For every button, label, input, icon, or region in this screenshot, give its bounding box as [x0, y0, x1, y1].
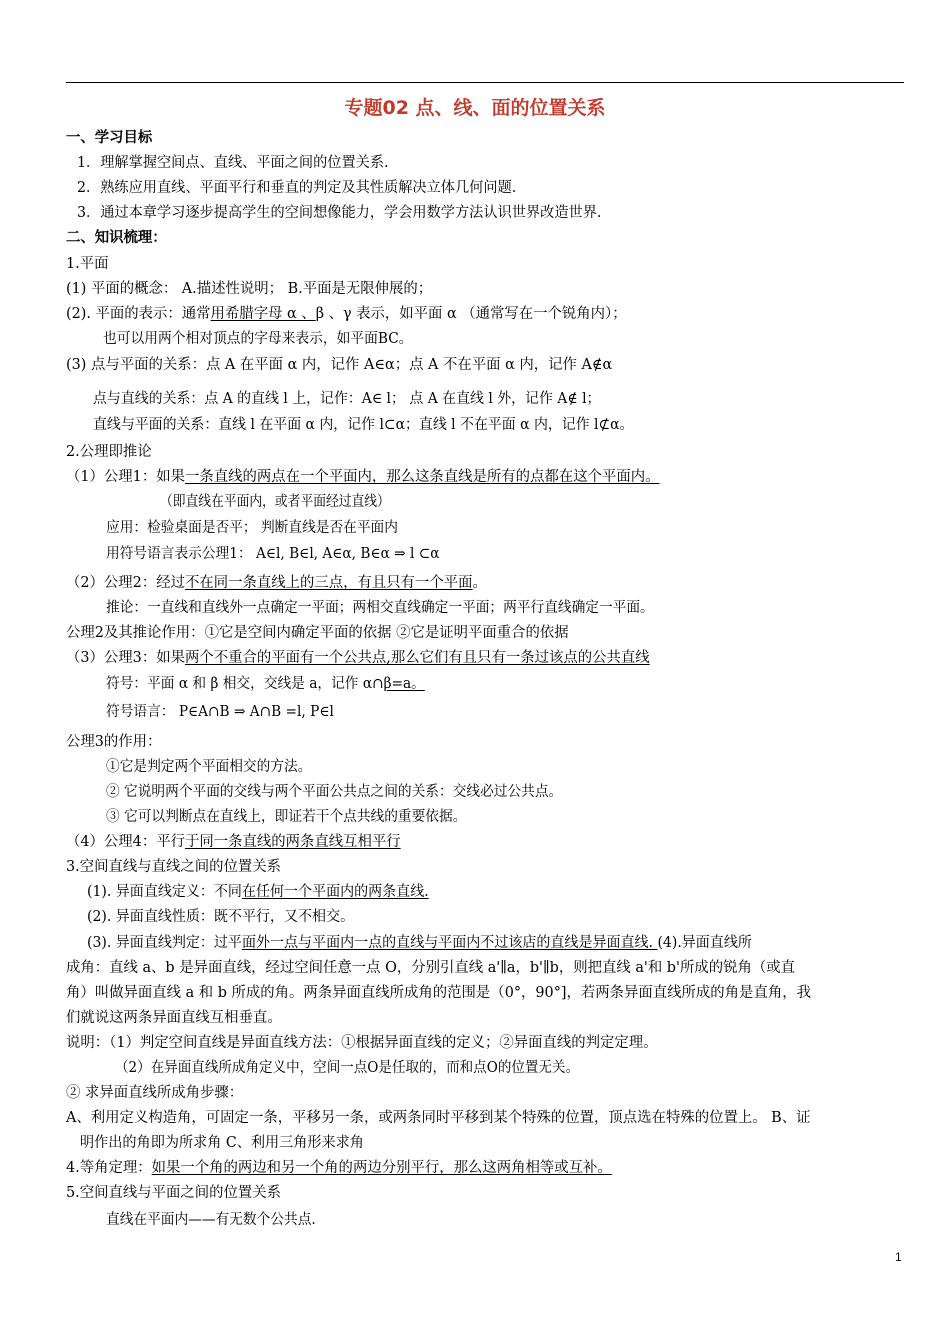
- header-rule: [66, 82, 904, 83]
- text-line: (3) 点与平面的关系：点 A 在平面 α 内，记作 A∈α；点 A 不在平面 α 内，记作 A∉α: [66, 357, 613, 373]
- text-line: 角）叫做异面直线 a 和 b 所成的角。两条异面直线所成角的范围是（0°，90°]，若两条异面直线所成的角是直角，我: [66, 985, 811, 1001]
- text-line: A、利用定义构造角，可固定一条，平移另一条，或两条同时平移到某个特殊的位置，顶点选在特殊的位置上。 B、证: [66, 1110, 811, 1126]
- text-line: 应用：检验桌面是否平； 判断直线是否在平面内: [106, 520, 398, 536]
- text-line: ② 它说明两个平面的交线与两个平面公共点之间的关系：交线必过公共点。: [106, 784, 563, 800]
- page-number: 1: [895, 1250, 902, 1264]
- text-line: （2）在异面直线所成角定义中，空间一点O是任取的，而和点O的位置无关。: [115, 1060, 580, 1076]
- text-line: 说明：（1）判定空间直线是异面直线方法：①根据异面直线的定义；②异面直线的判定定理。: [66, 1035, 658, 1051]
- text-line: 1.平面: [66, 256, 109, 272]
- text-line: (2). 平面的表示：通常用希腊字母 α 、β 、γ 表示，如平面 α （通常写在一个锐角内）；: [66, 306, 627, 322]
- text-line: (1) 平面的概念： A.描述性说明； B.平面是无限伸展的；: [66, 281, 433, 297]
- text-line: 公理2及其推论作用：①它是空间内确定平面的依据 ②它是证明平面重合的依据: [66, 625, 569, 641]
- text-line: 推论：一直线和直线外一点确定一平面；两相交直线确定一平面；两平行直线确定一平面。: [106, 600, 654, 616]
- text-line: 直线在平面内——有无数个公共点.: [106, 1212, 316, 1228]
- text-line: （4）公理4：平行于同一条直线的两条直线互相平行: [66, 834, 401, 850]
- page-title: 专题02 点、线、面的位置关系: [344, 97, 606, 119]
- text-line: 2．熟练应用直线、平面平行和垂直的判定及其性质解决立体几何问题.: [77, 180, 517, 196]
- text-line: ② 求异面直线所成角步骤：: [66, 1085, 244, 1101]
- text-line: （3）公理3：如果两个不重合的平面有一个公共点,那么它们有且只有一条过该点的公共直线: [66, 650, 650, 666]
- text-line: (3). 异面直线判定：过平面外一点与平面内一点的直线与平面内不过该店的直线是异面直线. (4).异面直线所: [87, 935, 752, 951]
- text-line: 3．通过本章学习逐步提高学生的空间想像能力，学会用数学方法认识世界改造世界.: [77, 205, 602, 221]
- text-line: (1). 异面直线定义：不同在任何一个平面内的两条直线.: [87, 884, 429, 900]
- text-line: 也可以用两个相对顶点的字母来表示，如平面BC。: [103, 331, 413, 347]
- text-line: 1．理解掌握空间点、直线、平面之间的位置关系.: [77, 155, 389, 171]
- text-line: 4.等角定理：如果一个角的两边和另一个角的两边分别平行，那么这两角相等或互补。: [66, 1160, 612, 1176]
- text-line: （1）公理1：如果一条直线的两点在一个平面内，那么这条直线是所有的点都在这个平面内。: [66, 469, 660, 485]
- text-line: 成角：直线 a、b 是异面直线，经过空间任意一点 O，分别引直线 a'∥a，b'∥b，则把直线 a'和 b'所成的锐角（或直: [66, 960, 795, 976]
- text-line: 用符号语言表示公理1： A∈l, B∈l, A∈α, B∈α ⇒ l ⊂α: [106, 546, 440, 562]
- text-line: 明作出的角即为所求角 C、利用三角形来求角: [80, 1135, 364, 1151]
- text-line: 5.空间直线与平面之间的位置关系: [66, 1185, 282, 1201]
- text-line: ③ 它可以判断点在直线上，即证若干个点共线的重要依据。: [106, 809, 467, 825]
- section-heading: 二、知识梳理：: [66, 230, 167, 246]
- text-line: 点与直线的关系：点 A 的直线 l 上，记作：A∈ l； 点 A 在直线 l 外，记作 A∉ l；: [93, 391, 601, 407]
- text-line: 符号：平面 α 和 β 相交，交线是 a，记作 α∩β=a。: [106, 676, 425, 692]
- text-line: （即直线在平面内，或者平面经过直线）: [160, 494, 390, 510]
- text-line: （2）公理2：经过不在同一条直线上的三点，有且只有一个平面。: [66, 575, 487, 591]
- text-line: 公理3的作用：: [66, 734, 162, 750]
- text-line: 3.空间直线与直线之间的位置关系: [66, 859, 282, 875]
- text-line: (2). 异面直线性质：既不平行，又不相交。: [87, 909, 355, 925]
- text-line: ①它是判定两个平面相交的方法。: [106, 759, 312, 775]
- text-line: 直线与平面的关系：直线 l 在平面 α 内，记作 l⊂α；直线 l 不在平面 α 内，记作 l⊄α。: [93, 417, 634, 433]
- text-line: 符号语言： P∈A∩B ⇒ A∩B =l, P∈l: [106, 704, 334, 720]
- text-line: 们就说这两条异面直线互相垂直。: [66, 1010, 282, 1026]
- text-line: 2.公理即推论: [66, 444, 152, 460]
- section-heading: 一、学习目标: [66, 130, 153, 146]
